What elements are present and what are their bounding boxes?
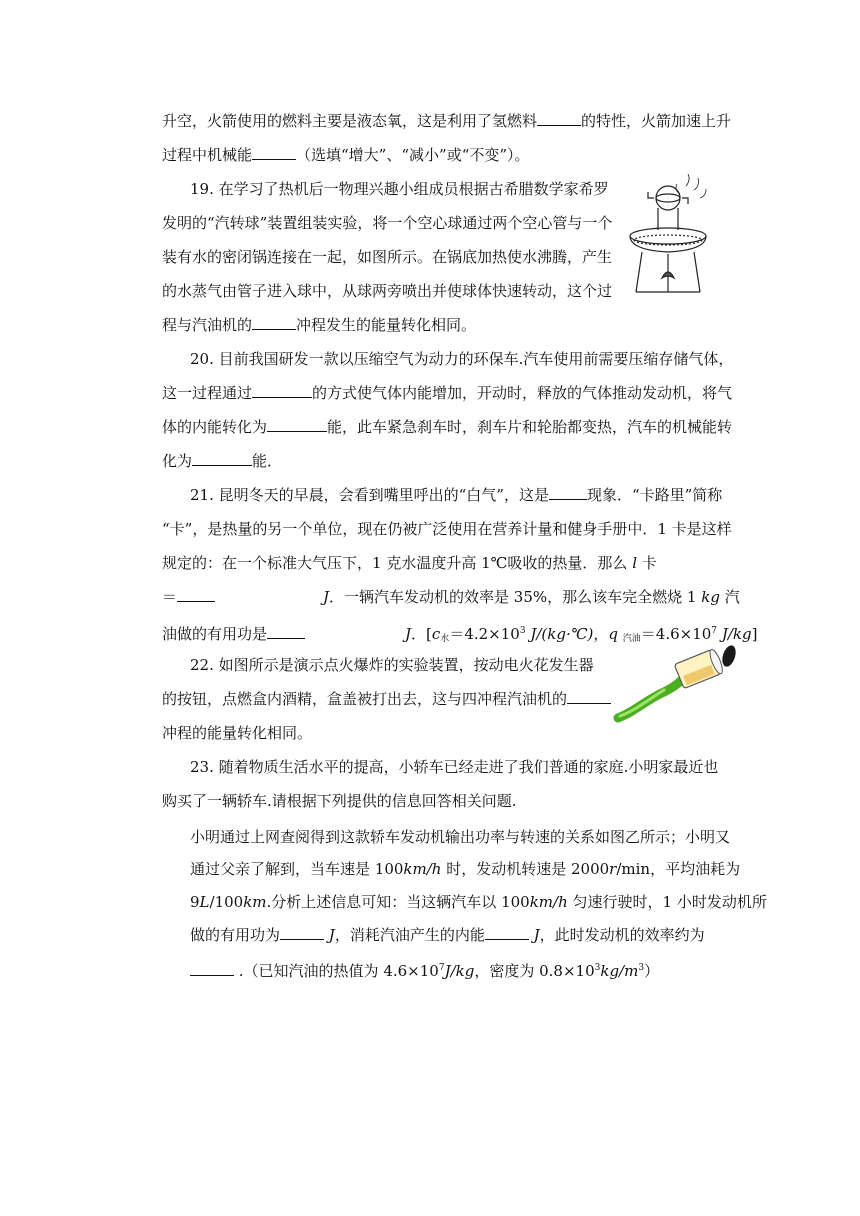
- answer-blank[interactable]: [177, 587, 215, 602]
- q23-line2: 购买了一辆轿车.请根据下列提供的信息回答相关问题.: [162, 792, 517, 810]
- answer-blank[interactable]: [252, 315, 296, 330]
- q21-line5: 油做的有用功是 J．[$c_水=4.2\times 10^3$ J/(kg·℃)，q $_{汽油}=4.6\times 10^7$ J/kg]: [162, 625, 758, 644]
- answer-blank[interactable]: [192, 451, 252, 466]
- answer-blank[interactable]: [267, 624, 305, 639]
- q21-line3: 规定的：在一个标准大气压下，1 克水温度升高 1℃吸收的热量．那么 l 卡: [162, 554, 657, 572]
- q20-line4: 化为 能．: [162, 452, 283, 470]
- q20-line1: 20. 目前我国研发一款以压缩空气为动力的环保车.汽车使用前需要压缩存储气体，: [190, 350, 734, 368]
- answer-blank[interactable]: [485, 925, 529, 940]
- q19-line2: 发明的“汽转球”装置组装实验，将一个空心球通过两个空心管与一个: [162, 214, 613, 232]
- q19-line5: 程与汽油机的 冲程发生的能量转化相同。: [162, 316, 477, 334]
- q23-para-line3: 9L/100km.分析上述信息可知：当这辆汽车以 100km/h 匀速行驶时，1 小时发动机所: [190, 893, 767, 911]
- q21-line1: 21. 昆明冬天的早晨，会看到嘴里呼出的“白气”，这是 现象．“卡路里”简称: [190, 486, 723, 504]
- q23-para-line2: 通过父亲了解到，当车速是 100km/h 时，发动机转速是 2000r/min，平均油耗为: [190, 860, 741, 878]
- answer-blank[interactable]: [252, 145, 296, 160]
- q21-line2: “卡”，是热量的另一个单位，现在仍被广泛使用在营养计量和健身手册中．1 卡是这样: [162, 520, 732, 538]
- q22-line2: 的按钮，点燃盒内酒精，盒盖被打出去，这与四冲程汽油机的: [162, 689, 611, 709]
- ignition-apparatus-figure: [612, 644, 742, 726]
- q20-line2: 这一过程通过 的方式使气体内能增加，开动时，释放的气体推动发动机，将气: [162, 384, 733, 402]
- q23-line1: 23. 随着物质生活水平的提高，小轿车已经走进了我们普通的家庭.小明家最近也: [190, 758, 719, 776]
- q22-line1: 22. 如图所示是演示点火爆炸的实验装置，按动电火花发生器: [190, 656, 594, 674]
- answer-blank[interactable]: [549, 485, 587, 500]
- q20-line3: 体的内能转化为 能，此车紧急刹车时，刹车片和轮胎都变热，汽车的机械能转: [162, 418, 733, 436]
- q21-line4: ＝ J．一辆汽车发动机的效率是 35%，那么该车完全燃烧 1 kg 汽: [162, 588, 740, 606]
- q22-line3: 冲程的能量转化相同。: [162, 724, 313, 742]
- answer-blank[interactable]: [252, 383, 312, 398]
- q19-line4: 的水蒸气由管子进入球中，从球两旁喷出并使球体快速转动，这个过: [162, 282, 613, 300]
- q18-line1: 升空，火箭使用的燃料主要是液态氧，这是利用了氢燃料 的特性，火箭加速上升: [162, 112, 732, 130]
- q23-para-line4: 做的有用功为 J，消耗汽油产生的内能 J，此时发动机的效率约为: [190, 926, 705, 944]
- answer-blank[interactable]: [190, 961, 234, 976]
- aeolipile-figure: [628, 168, 716, 316]
- answer-blank[interactable]: [537, 111, 581, 126]
- answer-blank[interactable]: [267, 417, 327, 432]
- q18-line2: 过程中机械能 （选填“增大”、“减小”或“不变”）。: [162, 146, 530, 164]
- q19-line1: 19. 在学习了热机后一物理兴趣小组成员根据古希腊数学家希罗: [190, 180, 609, 198]
- answer-blank[interactable]: [567, 689, 611, 704]
- q19-line3: 装有水的密闭锅连接在一起，如图所示。在锅底加热使水沸腾，产生: [162, 248, 613, 266]
- q23-para-line5: .（已知汽油的热值为 $4.6\times 10^7J/kg$，密度为 $0.8\times 10^3kg/m^3$）: [190, 958, 659, 981]
- answer-blank[interactable]: [280, 925, 324, 940]
- q23-para-line1: 小明通过上网查阅得到这款轿车发动机输出功率与转速的关系如图乙所示；小明又: [190, 828, 731, 846]
